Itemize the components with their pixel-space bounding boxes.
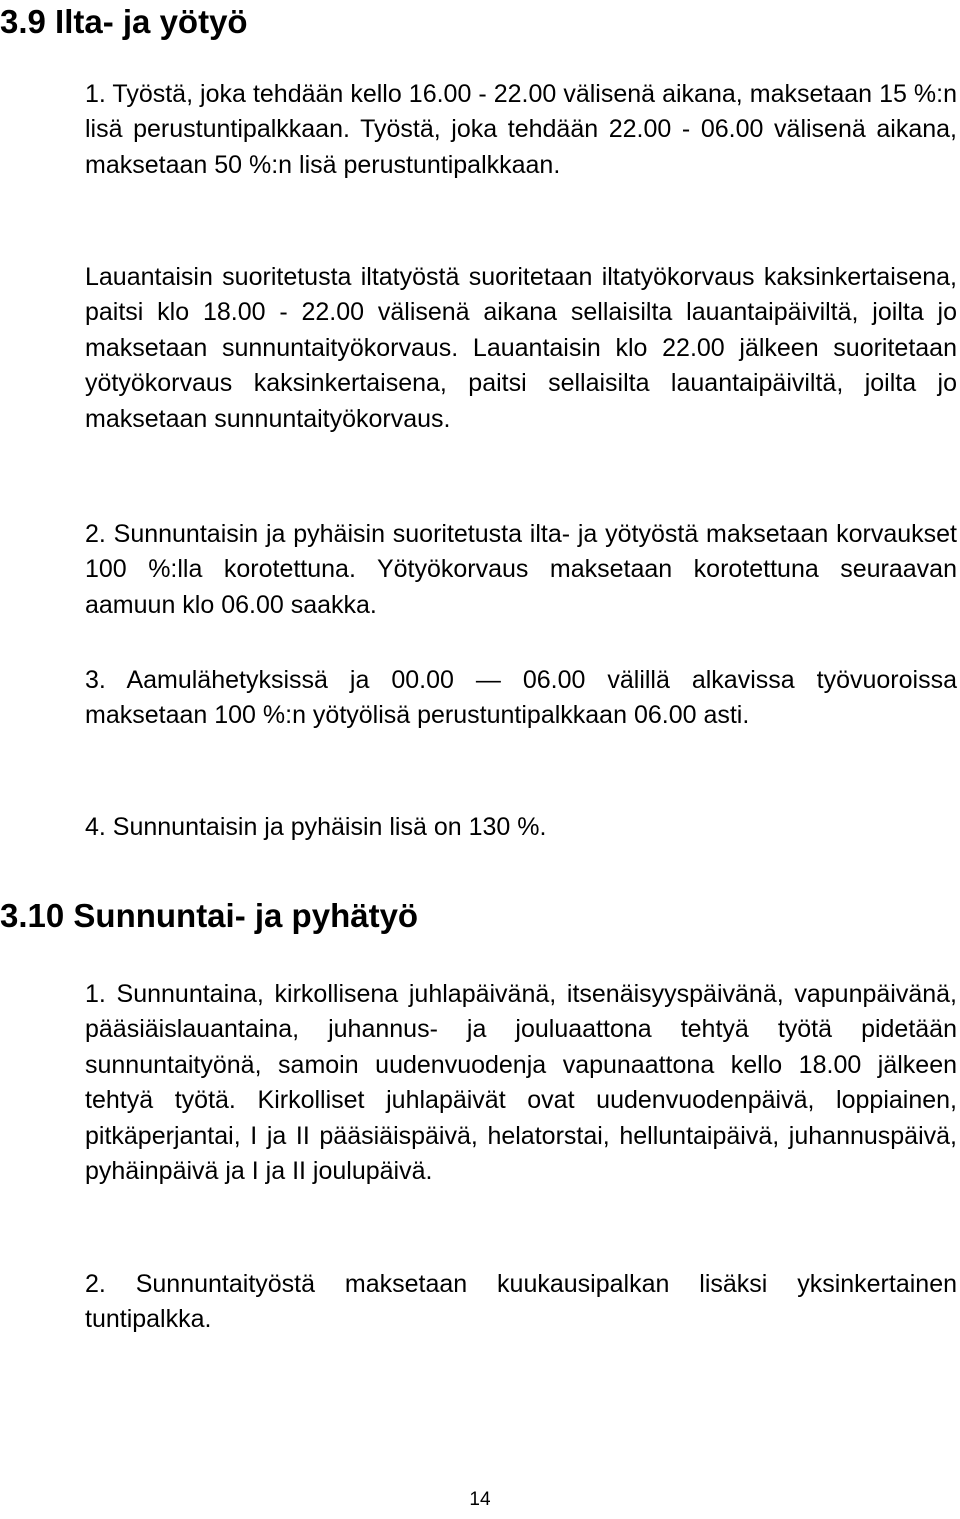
section-heading-3-9: 3.9 Ilta- ja yötyö [0,3,248,40]
paragraph-3-10-1: 1. Sunnuntaina, kirkollisena juhlapäivänä, itsenäisyyspäivänä, vapunpäivänä, pääsiäislauantaina, juhannus- ja jouluaattona tehtyä työtä pidetään sunnuntaityönä, samoin uudenvuodenja vapunaattona kello 18.00 jälkeen tehtyä työtä. Kirkolliset juhlapäivät ovat uudenvuodenpäivä, loppiainen, pitkäperjantai, I ja II pääsiäispäivä, helatorstai, helluntaipäivä, juhannuspäivä, pyhäinpäivä ja I ja II joulupäivä. [85,980,957,1186]
paragraph-3-9-3: 3. Aamulähetyksissä ja 00.00 — 06.00 välillä alkavissa työvuoroissa maksetaan 100 %:n yötyölisä perustuntipalkkaan 06.00 asti. [85,666,957,730]
paragraph-3-9-2: 2. Sunnuntaisin ja pyhäisin suoritetusta ilta- ja yötyöstä maksetaan korvaukset 100 %:lla korotettuna. Yötyökorvaus maksetaan korotettuna seuraavan aamuun klo 06.00 saakka. [85,520,957,619]
page-number: 14 [469,1489,491,1510]
paragraph-3-9-4: 4. Sunnuntaisin ja pyhäisin lisä on 130 %. [85,813,547,841]
section-heading-3-10: 3.10 Sunnuntai- ja pyhätyö [0,897,419,934]
paragraph-3-9-1: 1. Työstä, joka tehdään kello 16.00 - 22.00 välisenä aikana, maksetaan 15 %:n lisä perustuntipalkkaan. Työstä, joka tehdään 22.00 - 06.00 välisenä aikana, maksetaan 50 %:n lisä perustuntipalkkaan. [85,80,957,179]
paragraph-3-9-saturday: Lauantaisin suoritetusta iltatyöstä suoritetaan iltatyökorvaus kaksinkertaisena, paitsi klo 18.00 - 22.00 välisenä aikana sellaisilta lauantaipäiviltä, joilta jo maksetaan sunnuntaityökorvaus. Lauantaisin klo 22.00 jälkeen suoritetaan yötyökorvaus kaksinkertaisena, paitsi sellaisilta lauantaipäiviltä, joilta jo maksetaan sunnuntaityökorvaus. [85,263,957,433]
paragraph-3-10-2: 2. Sunnuntaityöstä maksetaan kuukausipalkan lisäksi yksinkertainen tuntipalkka. [85,1270,957,1334]
